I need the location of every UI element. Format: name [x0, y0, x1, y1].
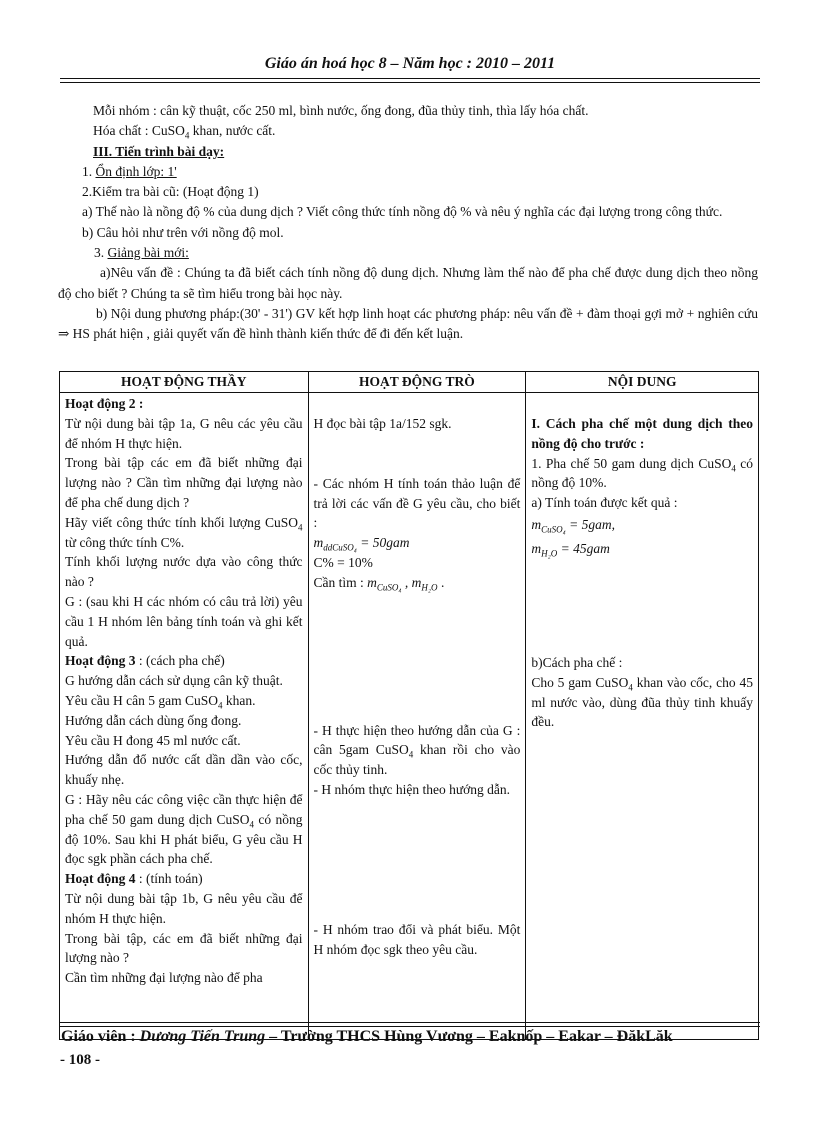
student-activity-cell: H đọc bài tập 1a/152 sgk. - Các nhóm H tính toán thảo luận để trả lời các vấn đề G yêu cầu, cho biết : $m_{ddCuSO_4} = 50gam$ C% = 10% Cần tìm : $m_{CuSO_4}$ , $m_{H_2O}$ . - H thực hiện theo hướng dẫn của G : cân 5gam CuSO$_4$ khan rồi cho vào cốc thủy tinh. - H nhóm thực hiện theo hướng dẫn. - H nhóm trao đổi và phát biểu. Một H nhóm đọc sgk theo yêu cầu. — [308, 393, 526, 1040]
footer-rule-bottom — [59, 1026, 760, 1027]
header-rule-top — [60, 78, 760, 79]
lesson-table — [59, 371, 759, 1040]
intro-section — [58, 101, 758, 345]
footer-rule-top — [59, 1022, 760, 1023]
content-section-title: I. Cách pha chế một dung dịch theo nồng độ cho trước : — [531, 416, 753, 451]
page-number: - 108 - — [60, 1052, 100, 1068]
formula-mass-water: $m_{H_2O} = 45gam$ — [531, 540, 610, 559]
header-content: NỘI DUNG — [526, 372, 759, 393]
table-row — [60, 393, 759, 1040]
teacher-name: Dương Tiến Trung — [139, 1028, 266, 1045]
step-2: 2.Kiểm tra bài cũ: (Hoạt động 1) — [82, 184, 259, 200]
header-student: HOẠT ĐỘNG TRÒ — [308, 372, 526, 393]
page-header-title: Giáo án hoá học 8 – Năm học : 2010 – 2011 — [264, 55, 556, 72]
header-rule-bottom — [60, 82, 760, 83]
formula-mass-solution: $m_{ddCuSO_4} = 50gam$ — [313, 535, 410, 553]
chemicals-line: Hóa chất : CuSO$_4$ khan, nước cất. — [93, 123, 276, 141]
step-3: 3. Giảng bài mới: — [94, 245, 189, 261]
unknowns-line: Cần tìm : $m_{CuSO_4}$ , $m_{H_2O}$ . — [313, 574, 445, 593]
section-3-heading: III. Tiến trình bài dạy: — [93, 143, 225, 159]
table-header-row — [60, 372, 759, 393]
page-footer: Giáo viên : Dương Tiến Trung – Trường THCS Hùng Vương – Eaknốp – Eakar – ĐăkLăk — [61, 1028, 673, 1045]
teacher-activity-cell: Hoạt động 2 : Từ nội dung bài tập 1a, G nêu các yêu cầu để nhóm H thực hiện. Trong bài tập các em đã biết những đại lượng nào ? Cần tìm những đại lượng nào để pha chế dung dịch ? Hãy viết công thức tính khối lượng CuSO$_4$ từ công thức tính C%. Tính khối lượng nước dựa vào công thức nào ? G : (sau khi H các nhóm có câu trả lời) yêu cầu 1 H nhóm lên bảng tính toán và ghi kết quả. Hoạt động 3 : (cách pha chế) G hướng dẫn cách sử dụng cân kỹ thuật. Yêu cầu H cân 5 gam CuSO$_4$ khan. Hướng dẫn cách dùng ống đong. Yêu cầu H đong 45 ml nước cất. Hướng dẫn đổ nước cất dần dần vào cốc, khuấy nhẹ. G : Hãy nêu các công việc cần thực hiện để pha chế 50 gam dung dịch CuSO$_4$ có nồng độ 10%. Sau khi H phát biểu, G yêu cầu H đọc sgk phần cách pha chế. Hoạt động 4 : (tính toán) Từ nội dung bài tập 1b, G nêu yêu cầu để nhóm H thực hiện. Trong bài tập, các em đã biết những đại lượng nào ? Cần tìm những đại lượng nào để pha — [60, 393, 309, 1040]
step-1: 1. Ổn định lớp: 1' — [82, 163, 177, 179]
activity-2-title: Hoạt động 2 : — [65, 396, 144, 411]
activity-4-title: Hoạt động 4 : (tính toán) — [65, 871, 203, 887]
content-cell: I. Cách pha chế một dung dịch theo nồng độ cho trước : 1. Pha chế 50 gam dung dịch CuSO$_4$ có nồng độ 10%. a) Tính toán được kết quả : $m_{CuSO_4} = 5gam$, $m_{H_2O} = 45gam$ b)Cách pha chế : Cho 5 gam CuSO$_4$ khan vào cốc, cho 45 ml nước vào, dùng đũa thủy tinh khuấy đều. — [526, 393, 759, 1040]
paragraph-a: a)Nêu vấn đề : Chúng ta đã biết cách tính nồng độ dung dịch. Nhưng làm thế nào để pha chế được dung dịch theo nồng độ cho biết ? Chúng ta sẽ tìm hiểu trong bài học này. — [58, 265, 758, 301]
paragraph-b: b) Nội dung phương pháp:(30' - 31') GV kết hợp linh hoạt các phương pháp: nêu vấn đề + đàm thoại gợi mở + nghiên cứu ⇒ HS phát hiện , giải quyết vấn đề hình thành kiến thức để đi đến kết luận. — [58, 305, 758, 342]
materials-line: Mỗi nhóm : cân kỹ thuật, cốc 250 ml, bình nước, ống đong, đũa thủy tinh, thìa lấy hóa chất. — [93, 103, 589, 118]
activity-3-title: Hoạt động 3 : (cách pha chế) — [65, 653, 225, 669]
formula-mass-cuso4: $m_{CuSO_4} = 5gam$, — [531, 516, 615, 535]
question-a: a) Thế nào là nồng độ % của dung dịch ? Viết công thức tính nồng độ % và nêu ý nghĩa các đại lượng trong công thức. — [82, 204, 723, 220]
question-b: b) Câu hỏi như trên với nồng độ mol. — [82, 224, 284, 240]
header-teacher: HOẠT ĐỘNG THẦY — [60, 372, 309, 393]
